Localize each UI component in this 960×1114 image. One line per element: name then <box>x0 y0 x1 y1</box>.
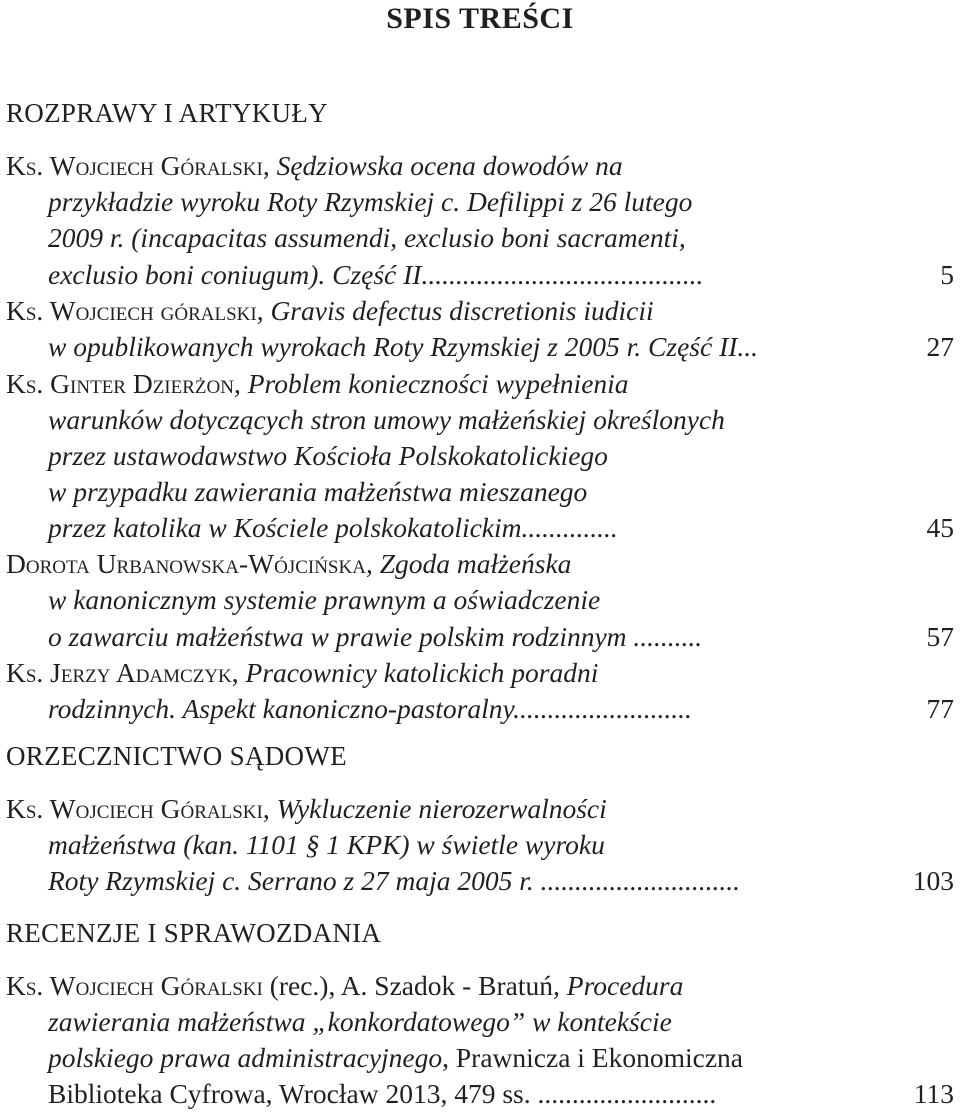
entry-title-continued: przez ustawodawstwo Kościoła Polskokatolickiego <box>48 440 608 471</box>
entry-title-continued: w kanonicznym systemie prawnym a oświadczenie <box>48 584 601 615</box>
toc-entry-last-line <box>48 257 960 293</box>
entry-title-continued: przez katolika w Kościele polskokatolickim <box>48 512 522 543</box>
entry-title-continued: Roty Rzymskiej c. Serrano z 27 maja 2005 r. <box>48 865 534 896</box>
toc-entry-line <box>6 546 960 582</box>
leader-dots: .......................... <box>530 1078 717 1109</box>
entry-title: Zgoda małżeńska <box>379 548 572 579</box>
leader-dots: ............................. <box>533 865 741 896</box>
toc-entry-line <box>6 791 960 827</box>
entry-comma: , <box>231 657 246 688</box>
entry-comma: , <box>262 793 277 824</box>
toc-entry-last-line <box>48 619 960 655</box>
entry-publisher: , Prawnicza i Ekonomiczna <box>442 1042 744 1073</box>
entry-title: Wykluczenie nierozerwalności <box>276 793 607 824</box>
leader-dots: .......................... <box>513 693 692 724</box>
entry-title-continued: przykładzie wyroku Roty Rzymskiej c. Defilippi z 26 lutego <box>48 186 693 217</box>
toc-entry-last-line <box>48 1076 960 1112</box>
entry-title-continued: małżeństwa (kan. 1101 § 1 KPK) w świetle wyroku <box>48 829 605 860</box>
leader-dots: ... <box>737 331 759 362</box>
page-number: 113 <box>913 1078 954 1109</box>
entry-title-continued: warunków dotyczących stron umowy małżeńskiej określonych <box>48 404 725 435</box>
toc-entry-line <box>6 655 960 691</box>
toc-entry-last-line <box>48 329 960 365</box>
section-heading-orzecznictwo: ORZECZNICTWO SĄDOWE <box>6 741 347 771</box>
leader-dots: .............. <box>521 512 618 543</box>
page-title: SPIS TREŚCI <box>386 2 574 35</box>
leader-dots: ......................................... <box>421 259 704 290</box>
page-number: 57 <box>926 621 954 652</box>
entry-title-continued: w opublikowanych wyrokach Roty Rzymskiej z 2005 r. Część II <box>48 331 738 362</box>
entry-title: Problem konieczności wypełnienia <box>247 368 629 399</box>
page-number: 45 <box>926 512 954 543</box>
entry-comma: , <box>365 548 380 579</box>
entry-title: Sędziowska ocena dowodów na <box>276 150 623 181</box>
toc-entry-last-line <box>48 863 960 899</box>
toc-entry-line <box>6 366 960 402</box>
page-number: 103 <box>912 865 954 896</box>
toc-entry-line <box>6 968 960 1004</box>
entry-title-continued: o zawarciu małżeństwa w prawie polskim rodzinnym <box>48 621 627 652</box>
section-heading-rozprawy: ROZPRAWY I ARTYKUŁY <box>6 98 328 128</box>
leader-dots: .......... <box>626 621 703 652</box>
entry-title: Procedura <box>566 970 684 1001</box>
page-number: 5 <box>940 259 954 290</box>
entry-title-continued: w przypadku zawierania małżeństwa mieszanego <box>48 476 588 507</box>
entry-publisher-continued: Biblioteka Cyfrowa, Wrocław 2013, 479 ss. <box>48 1078 531 1109</box>
entry-author: Ks. Jerzy Adamczyk <box>6 657 232 688</box>
entry-author: Ks. Wojciech Góralski <box>6 150 263 181</box>
entry-title: Pracownicy katolickich poradni <box>245 657 599 688</box>
entry-title-continued: zawierania małżeństwa „konkordatowego” w kontekście <box>48 1006 672 1037</box>
entry-comma: , <box>262 150 277 181</box>
entry-comma: , <box>233 368 248 399</box>
toc-entry-line <box>6 293 960 329</box>
entry-author: Ks. Wojciech Góralski <box>6 970 263 1001</box>
entry-author: Ks. Wojciech Góralski <box>6 793 263 824</box>
entry-title-continued: 2009 r. (incapacitas assumendi, exclusio boni sacramenti, <box>48 222 686 253</box>
page-number: 27 <box>926 331 954 362</box>
entry-author: Dorota Urbanowska-Wójcińska <box>6 548 366 579</box>
section-heading-recenzje: RECENZJE I SPRAWOZDANIA <box>6 918 382 948</box>
entry-author: Ks. Wojciech góralski <box>6 295 257 326</box>
entry-title-continued: polskiego prawa administracyjnego <box>48 1042 443 1073</box>
entry-comma: , <box>256 295 271 326</box>
entry-title: Gravis defectus discretionis iudicii <box>270 295 654 326</box>
entry-author-suffix: (rec.), A. Szadok - Bratuń, <box>262 970 560 1001</box>
entry-title-continued: exclusio boni coniugum). Część II <box>48 259 422 290</box>
toc-entry-line <box>48 1040 960 1076</box>
entry-title-continued: rodzinnych. Aspekt kanoniczno-pastoralny <box>48 693 514 724</box>
toc-entry-last-line <box>48 510 960 546</box>
entry-author: Ks. Ginter Dzierżon <box>6 368 234 399</box>
page-number: 77 <box>926 693 954 724</box>
toc-entry-last-line <box>48 691 960 727</box>
toc-entry-line <box>6 148 960 184</box>
